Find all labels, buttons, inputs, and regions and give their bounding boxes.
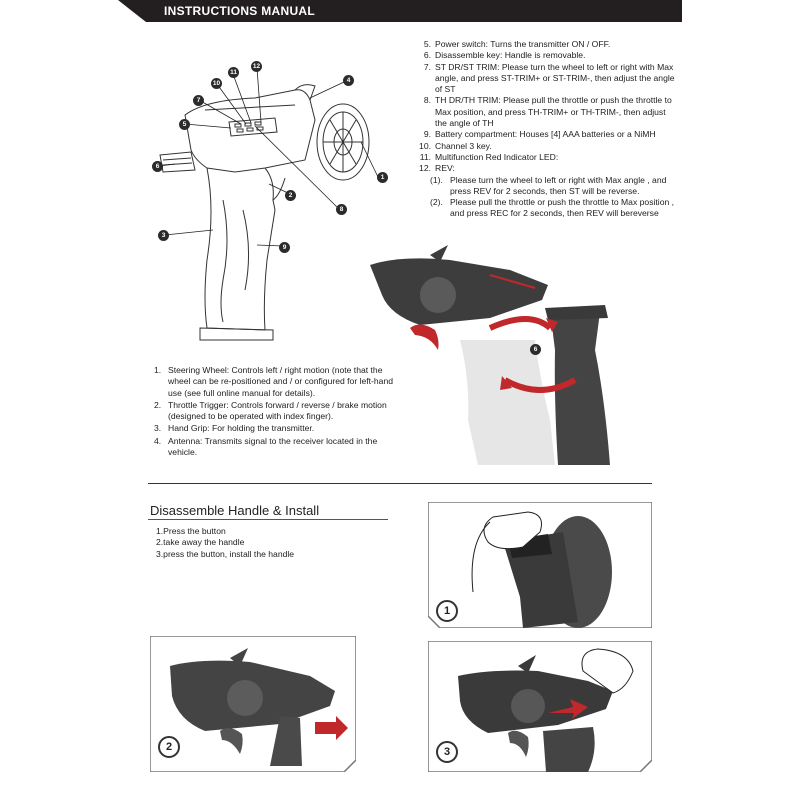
list-item: 11. Multifunction Red Indicator LED:	[419, 151, 559, 162]
list-item: 9. Battery compartment: Houses [4] AAA batteries or a NiMH	[423, 129, 656, 140]
callout-6: 6	[152, 161, 163, 172]
list-item: 1. Steering Wheel: Controls left / right motion (note that the wheel can be re-positioned and / or configured for left-hand use (see full online manual for details).	[154, 365, 394, 398]
install-step: 3.press the button, install the handle	[156, 548, 295, 559]
handle-swap-art	[360, 240, 660, 472]
step-1-photo	[428, 502, 652, 628]
transmitter-line-art	[145, 60, 395, 360]
parts-list-left	[154, 365, 394, 459]
step-3-art	[428, 641, 652, 772]
step-2-art	[150, 636, 356, 772]
step-badge-1: 1	[436, 600, 458, 622]
section-underline	[148, 519, 388, 520]
install-step: 2.take away the handle	[156, 537, 245, 548]
callout-7: 7	[193, 95, 204, 106]
list-item: 8. TH DR/TH TRIM: Please pull the throttle or push the throttle to Max position, and press TH-TRIM+ or TH-TRIM-, then adjust the angle of TH	[423, 95, 672, 129]
handle-callout-6: 6	[530, 344, 541, 355]
list-item: 10. Channel 3 key.	[419, 140, 492, 151]
callout-8: 8	[336, 204, 347, 215]
step-1-art	[428, 502, 652, 628]
page-title: INSTRUCTIONS MANUAL	[164, 4, 316, 18]
step-3-photo	[428, 641, 652, 772]
list-item: 5. Power switch: Turns the transmitter ON / OFF.	[423, 39, 611, 49]
callout-12: 12	[252, 63, 261, 70]
install-steps	[156, 526, 294, 560]
callout-4: 4	[343, 75, 354, 86]
callout-2: 2	[285, 190, 296, 201]
step-badge-3: 3	[436, 741, 458, 763]
callout-1: 1	[377, 172, 388, 183]
rev-step: (2). Please pull the throttle or push the throttle to Max position , and press REC for 2 seconds, then REV will bereverse	[430, 197, 675, 219]
list-item: 12. REV:	[419, 163, 455, 174]
list-item: 7. ST DR/ST TRIM: Please turn the wheel to left or right with Max angle, and press ST-TRIM+ or ST-TRIM-, then adjust the angle of ST	[423, 61, 675, 95]
step-badge-2: 2	[158, 736, 180, 758]
callout-9: 9	[279, 242, 290, 253]
list-item: 6. Disassemble key: Handle is removable.	[423, 50, 586, 61]
parts-list-right	[416, 39, 678, 220]
list-item: 3. Hand Grip: For holding the transmitter.	[154, 423, 315, 434]
list-item: 2. Throttle Trigger: Controls forward / reverse / brake motion (designed to be operated with index finger).	[154, 399, 387, 422]
handle-swap-illustration	[360, 240, 660, 472]
transmitter-diagram	[145, 60, 395, 360]
section-title: Disassemble Handle & Install	[150, 503, 320, 518]
callout-11: 11	[228, 67, 239, 78]
callout-5: 5	[179, 119, 190, 130]
list-item: 4. Antenna: Transmits signal to the receiver located in the vehicle.	[154, 435, 378, 458]
section-divider	[148, 483, 652, 484]
rev-step: (1). Please turn the wheel to left or right with Max angle , and press REV for 2 seconds, then ST will be reverse.	[430, 174, 667, 196]
install-step: 1.Press the button	[156, 526, 226, 536]
callout-10: 10	[212, 80, 221, 87]
callout-3: 3	[158, 230, 169, 241]
step-2-photo	[150, 636, 356, 772]
